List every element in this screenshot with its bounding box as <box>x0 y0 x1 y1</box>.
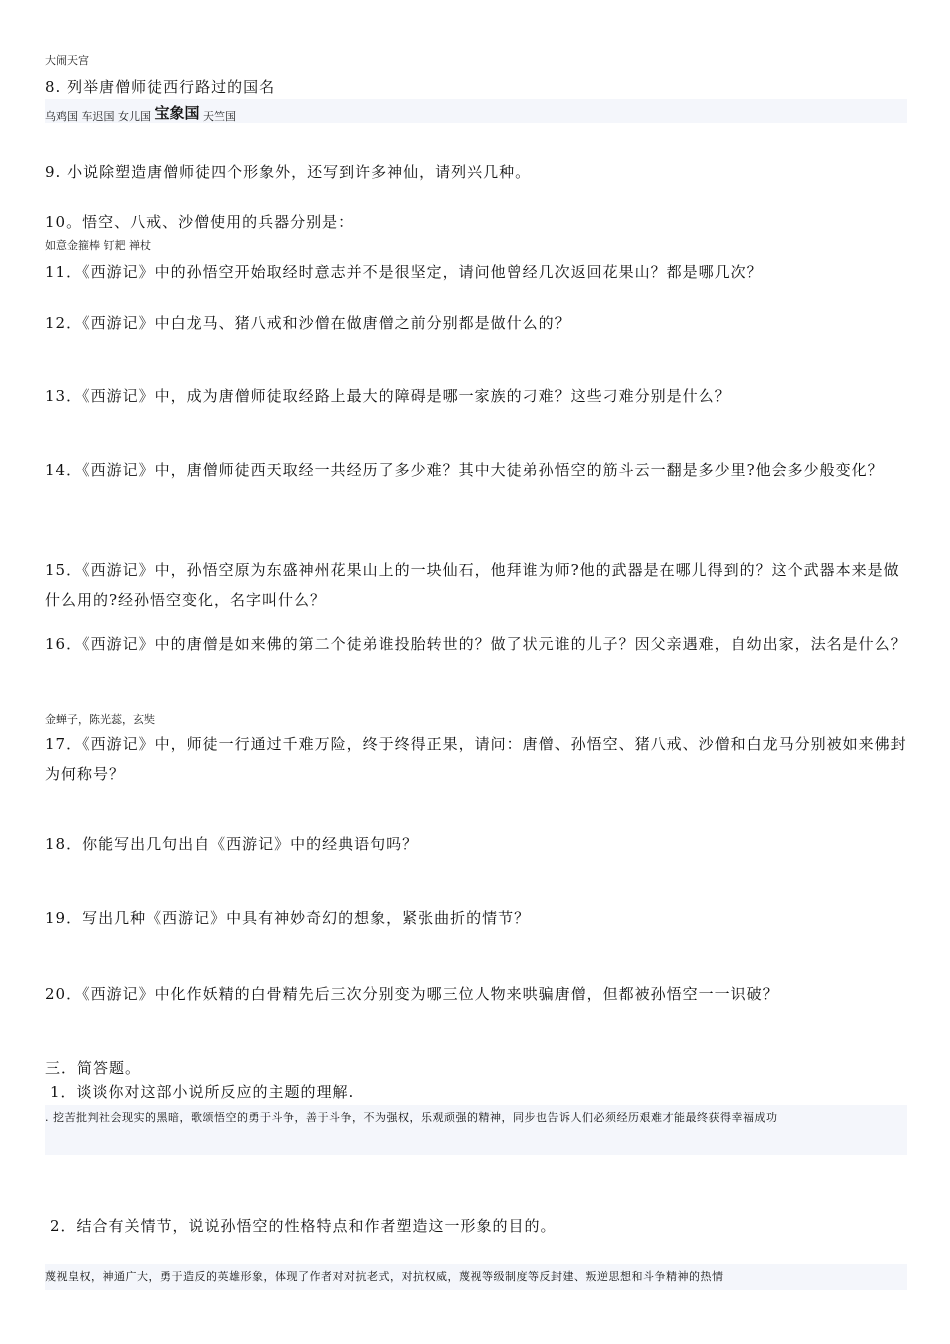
answer-text: 大闹天宫 <box>45 54 89 67</box>
answer-8-highlight <box>45 99 907 123</box>
question-16: 16．《西游记》中的唐僧是如来佛的第二个徒弟谁投胎转世的？做了状元谁的儿子？因父亲遇难，自幼出家，法名是什么？ <box>45 635 907 653</box>
answer-16: 金蝉子，陈光蕊，玄奘 <box>45 713 155 726</box>
question-20: 20．《西游记》中化作妖精的白骨精先后三次分别变为哪三位人物来哄骗唐僧，但都被孙悟空一一识破？ <box>45 985 779 1003</box>
question-14: 14．《西游记》中，唐僧师徒西天取经一共经历了多少难？其中大徒弟孙悟空的筋斗云一翻是多少里?他会多少般变化？ <box>45 461 884 479</box>
question-17: 17．《西游记》中，师徒一行通过千难万险，终于终得正果，请问：唐僧、孙悟空、猪八戒、沙僧和白龙马分别被如来佛封为何称号？ <box>45 735 907 783</box>
question-11: 11．《西游记》中的孙悟空开始取经时意志并不是很坚定，请问他曾经几次返回花果山？都是哪几次？ <box>45 263 763 281</box>
question-10: 10。悟空、八戒、沙僧使用的兵器分别是： <box>45 213 355 231</box>
answer-8-emphasis: 宝象国 <box>154 104 200 122</box>
short-answer-2: 蔑视皇权，神通广大，勇于造反的英雄形象，体现了作者对对抗老式，对抗权威，蔑视等级制度等反封建、叛逆思想和斗争精神的热情 <box>45 1264 907 1290</box>
question-13: 13．《西游记》中，成为唐僧师徒取经路上最大的障碍是哪一家族的刁难？这些刁难分别是什么？ <box>45 387 731 405</box>
short-question-2: 2．结合有关情节，说说孙悟空的性格特点和作者塑造这一形象的目的。 <box>50 1217 557 1235</box>
answer-8-prefix: 乌鸡国 车迟国 女儿国 <box>45 110 155 123</box>
question-19: 19．写出几种《西游记》中具有神妙奇幻的想象，紧张曲折的情节？ <box>45 909 531 927</box>
short-question-1: 1．谈谈你对这部小说所反应的主题的理解. <box>50 1083 355 1101</box>
question-15: 15．《西游记》中，孙悟空原为东盛神州花果山上的一块仙石，他拜谁为师?他的武器是在哪儿得到的？这个武器本来是做什么用的?经孙悟空变化，名字叫什么？ <box>45 561 900 609</box>
short-answer-1: . 挖苦批判社会现实的黑暗，歌颂悟空的勇于斗争，善于斗争，不为强权，乐观顽强的精神，同步也告诉人们必须经历艰难才能最终获得幸福成功 <box>45 1105 907 1155</box>
answer-8-suffix: 天竺国 <box>199 110 237 123</box>
question-8: 8. 列举唐僧师徒西行路过的国名 <box>45 78 276 96</box>
question-18: 18．你能写出几句出自《西游记》中的经典语句吗？ <box>45 835 419 853</box>
question-9: 9. 小说除塑造唐僧师徒四个形象外，还写到许多神仙，请列兴几种。 <box>45 163 532 181</box>
answer-10: 如意金箍棒 钉耙 禅杖 <box>45 239 151 252</box>
question-12: 12．《西游记》中白龙马、猪八戒和沙僧在做唐僧之前分别都是做什么的？ <box>45 314 571 332</box>
section-heading: 三．简答题。 <box>45 1059 142 1077</box>
